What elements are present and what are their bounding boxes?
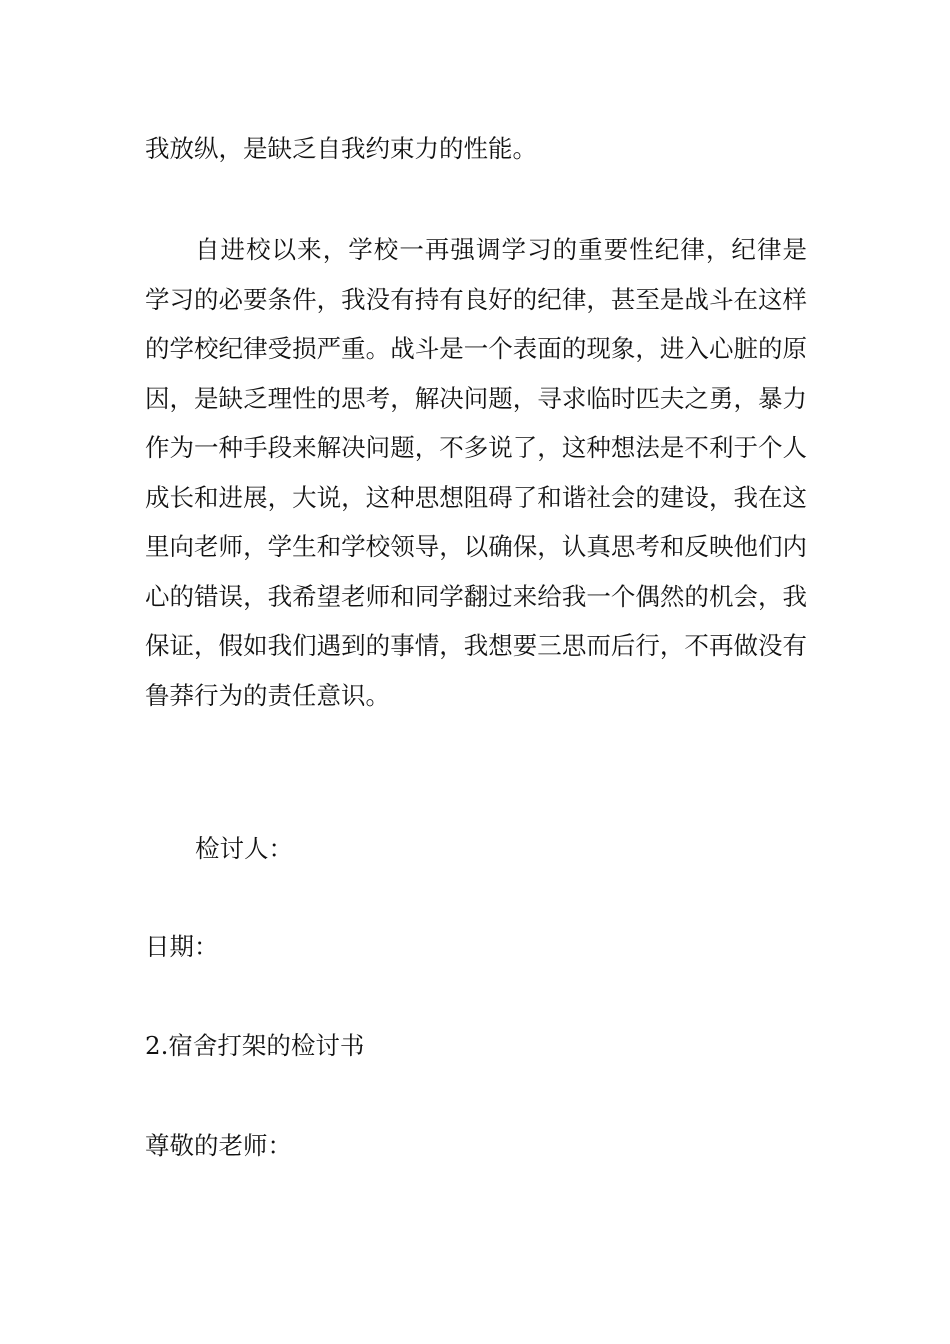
salutation: 尊敬的老师： [145, 1131, 292, 1160]
continuation-paragraph: 我放纵，是缺乏自我约束力的性能。 [145, 134, 537, 163]
body-paragraph: 自进校以来，学校一再强调学习的重要性纪律，纪律是学习的必要条件，我没有持有良好的纪律，甚至是战斗在这样的学校纪律受损严重。战斗是一个表面的现象，进入心脏的原因，是缺乏理性的思考，解决问题，寻求临时匹夫之勇，暴力作为一种手段来解决问题，不多说了，这种想法是不利于个人成长和进展，大说，这种思想阻碍了和谐社会的建设，我在这里向老师，学生和学校领导，以确保，认真思考和反映他们内心的错误，我希望老师和同学翻过来给我一个偶然的机会，我保证，假如我们遇到的事情，我想要三思而后行，不再做没有鲁莽行为的责任意识。 [145, 235, 807, 710]
section-heading: 2.宿舍打架的检讨书 [145, 1031, 365, 1060]
date-label: 日期： [145, 932, 219, 961]
signer-label: 检讨人： [195, 834, 293, 863]
